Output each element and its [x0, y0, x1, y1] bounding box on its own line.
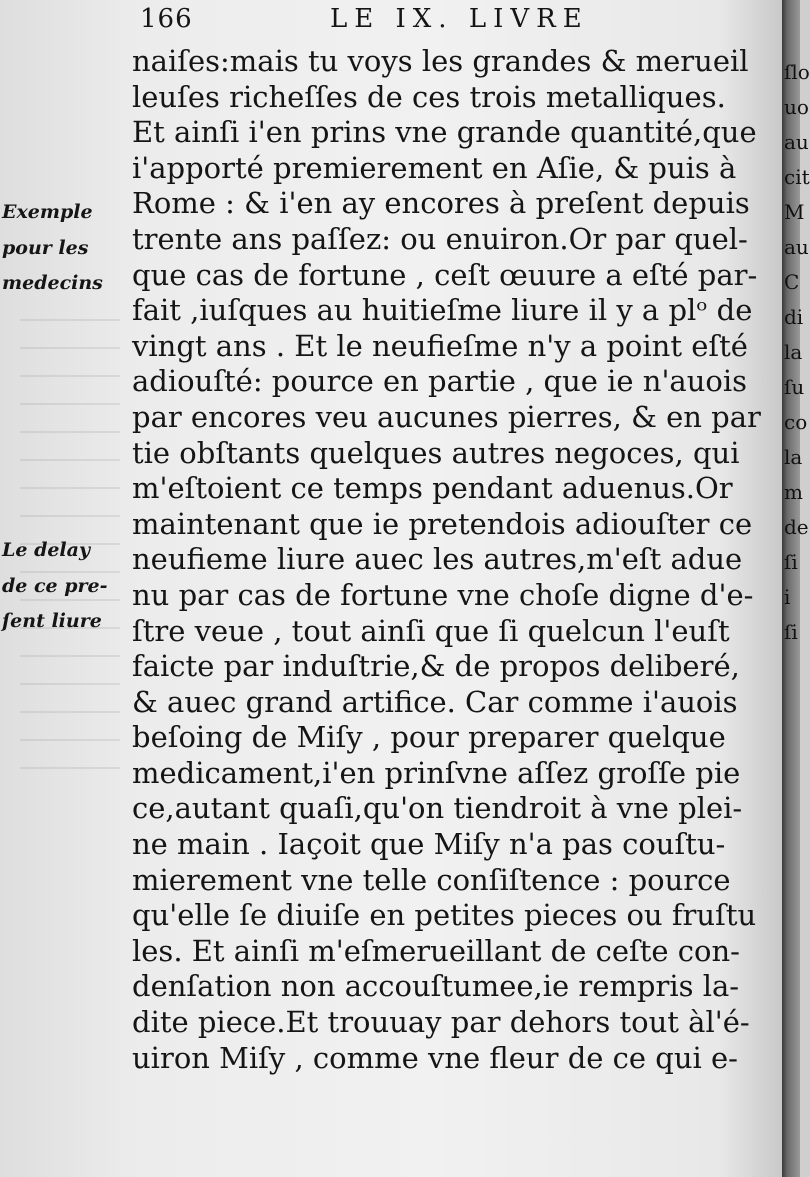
text-line: fait ,iuſques au huitieſme liure il y a plᵒ de — [132, 293, 753, 328]
text-line: medicament,i'en prinſvne aſſez groſſe pie — [132, 755, 741, 790]
text-line: & auec grand artifice. Car comme i'auois — [132, 684, 738, 719]
edge-fragment: la — [784, 445, 803, 469]
margin-note-line: ſent liure — [2, 610, 102, 633]
text-line: neufieme liure auec les autres,m'eſt adue — [132, 542, 743, 577]
edge-fragment: cit — [784, 165, 810, 189]
margin-note-line: Le delay — [2, 539, 91, 561]
text-line: m'eſtoient ce temps pendant aduenus.Or — [132, 471, 733, 506]
text-line: par encores veu aucunes pierres, & en par — [132, 399, 761, 434]
page-number: 166 — [140, 4, 193, 34]
text-line: ne main . Iaçoit que Miſy n'a pas couſtu- — [132, 827, 726, 862]
facing-page-edge — [784, 55, 810, 650]
text-line: leuſes richeſſes de ces trois metalliques. — [132, 79, 726, 114]
text-line: maintenant que ie pretendois adiouſter ce — [132, 506, 753, 541]
edge-fragment: m — [784, 480, 803, 504]
page-header — [140, 4, 760, 40]
edge-fragment: ſlo — [784, 60, 810, 84]
margin-note-line: medecins — [2, 272, 103, 295]
running-title: LE IX. LIVRE — [330, 4, 589, 34]
margin-note-line: pour les — [2, 236, 89, 259]
text-line: qu'elle ſe diuiſe en petites pieces ou fruſtu — [132, 898, 757, 933]
text-line: tie obſtants quelques autres negoces, qui — [132, 435, 740, 470]
text-line: que cas de fortune , ceſt œuure a eſté par- — [132, 257, 758, 292]
text-line: les. Et ainſi m'eſmerueillant de ceſte con- — [132, 933, 740, 968]
edge-fragment: ſu — [784, 375, 805, 399]
margin-note-exemple — [2, 195, 132, 302]
text-line: Et ainſi i'en prins vne grande quantité,que — [132, 115, 757, 150]
margin-note-line: Exemple — [2, 201, 93, 223]
text-line: ſtre veue , tout ainſi que ſi quelcun l'euſt — [132, 613, 730, 648]
text-line: adiouſté: pource en partie , que ie n'auois — [132, 364, 748, 399]
text-line: Rome : & i'en ay encores à preſent depuis — [132, 186, 750, 221]
text-line: i'apporté premierement en Aſie, & puis à — [132, 150, 737, 185]
text-line: uiron Miſy , comme vne fleur de ce qui e- — [132, 1040, 738, 1075]
text-line: mierement vne telle conſiſtence : pource — [132, 862, 731, 897]
edge-fragment: i — [784, 585, 791, 609]
text-line: denſation non accouſtumee,ie rempris la- — [132, 969, 740, 1004]
text-line: nu par cas de fortune vne choſe digne d'e- — [132, 577, 754, 612]
edge-fragment: M — [784, 200, 805, 224]
edge-fragment: la — [784, 340, 803, 364]
edge-fragment: di — [784, 305, 804, 329]
edge-fragment: ſi — [784, 620, 798, 644]
edge-fragment: ſi — [784, 550, 798, 574]
text-line: dite piece.Et trouuay par dehors tout àl'é- — [132, 1005, 750, 1040]
text-line: trente ans paſſez: ou enuiron.Or par quel- — [132, 221, 748, 256]
text-line: vingt ans . Et le neufieſme n'y a point eſté — [132, 328, 748, 363]
margin-note-delay — [2, 533, 132, 640]
body-text — [132, 44, 761, 1076]
edge-fragment: C — [784, 270, 800, 294]
edge-fragment: au — [784, 130, 809, 154]
edge-fragment: au — [784, 235, 809, 259]
text-line: naiſes:mais tu voys les grandes & merueil — [132, 44, 749, 78]
edge-fragment: de — [784, 515, 809, 539]
margin-note-line: de ce pre- — [2, 574, 108, 597]
edge-fragment: uo — [784, 95, 809, 119]
text-line: ce,autant quaſi,qu'on tiendroit à vne plei- — [132, 791, 743, 826]
text-line: faicte par induſtrie,& de propos deliberé, — [132, 649, 740, 684]
edge-fragment: co — [784, 410, 808, 434]
text-line: beſoing de Miſy , pour preparer quelque — [132, 720, 726, 755]
